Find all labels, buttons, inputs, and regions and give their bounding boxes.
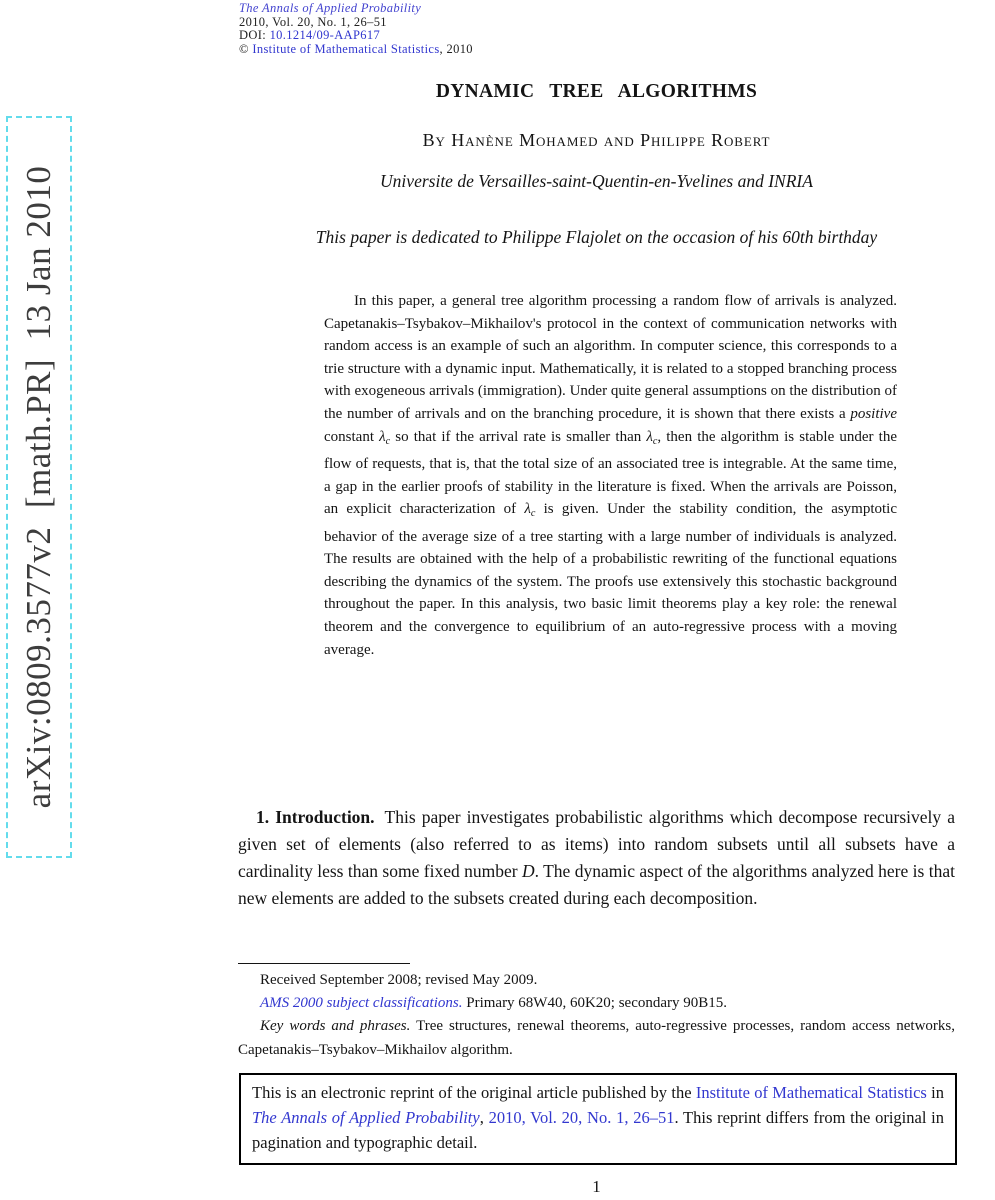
copyright-year: , 2010 — [439, 41, 473, 56]
keywords-label: Key words and phrases. — [260, 1018, 411, 1035]
ams-classifications-text: Primary 68W40, 60K20; secondary 90B15. — [462, 995, 728, 1012]
lambda-c-symbol: λ — [646, 428, 653, 445]
copyright-symbol: © — [239, 41, 253, 56]
lambda-c-symbol: λ — [524, 501, 531, 518]
abstract-text-segment: so that if the arrival rate is smaller than — [390, 428, 647, 445]
footnote-ams — [238, 992, 955, 1015]
reprint-text-segment: . This reprint differs from the original in pagination and typographic detail. — [252, 1108, 944, 1152]
doi-link[interactable]: 10.1214/09-AAP617 — [269, 28, 381, 43]
byline: By Hanène Mohamed and Philippe Robert — [422, 130, 771, 150]
abstract-text-segment: is given. Under the stability condition, the asymptotic behavior of the average size of a tree starting with a large number of individuals is analyzed. The results are obtained with the help of a probabilistic rewriting of the functional equations describing the dynamics of the system. The proofs use extensively this stochastic background throughout the paper. In this analysis, two basic limit theorems play a key role: the renewal theorem and the convergence to equilibrium of an auto-regressive process with a moving average. — [324, 501, 898, 658]
footnote-rule — [238, 963, 410, 964]
lambda-c-subscript: c — [385, 435, 391, 447]
journal-name-link[interactable]: The Annals of Applied Probability — [239, 1, 422, 15]
footnotes — [238, 969, 955, 1062]
keywords-text: Tree structures, renewal theorems, auto-regressive processes, random access networks, Capetanakis–Tsybakov–Mikhailov algorithm. — [238, 1018, 955, 1058]
reprint-notice-box — [239, 1073, 957, 1165]
abstract-text-segment: constant — [324, 428, 380, 445]
doi-line — [239, 29, 473, 43]
dedication: This paper is dedicated to Philippe Flajolet on the occasion of his 60th birthday — [315, 227, 878, 247]
volume-reprint-link[interactable]: 2010, Vol. 20, No. 1, 26–51 — [488, 1108, 675, 1127]
abstract — [324, 290, 897, 661]
journal-header — [239, 2, 473, 56]
variable-d-symbol: D — [522, 861, 535, 881]
introduction-paragraph — [238, 804, 955, 912]
section-heading: 1. Introduction. — [256, 807, 375, 827]
volume-line: 2010, Vol. 20, No. 1, 26–51 — [239, 14, 387, 29]
reprint-text-segment: This is an electronic reprint of the original article published by the — [252, 1083, 696, 1102]
footnote-keywords — [238, 1015, 955, 1061]
page-number: 1 — [592, 1177, 601, 1196]
lambda-c-symbol: λ — [379, 428, 386, 445]
abstract-text-segment: , then the algorithm is stable under the flow of requests, that is, that the total size of an associated tree is integrable. At the same time, a gap in the earlier proofs of stability in the literature is fixed. When the arrivals are Poisson, an explicit characterization of — [324, 428, 897, 518]
paper-title: DYNAMIC TREE ALGORITHMS — [435, 81, 758, 102]
affiliation: Universite de Versailles-saint-Quentin-en-Yvelines and INRIA — [380, 171, 813, 191]
introduction-text-segment: This paper investigates probabilistic algorithms which decompose recursively a given set of elements (also referred to as items) into random subsets until all subsets have a cardinality less than some fixed number — [238, 807, 955, 881]
arxiv-stamp-dashed-border — [6, 116, 72, 858]
arxiv-stamp: arXiv:0809.3577v2 [math.PR] 13 Jan 2010 — [19, 165, 58, 809]
abstract-emphasis-positive: positive — [850, 405, 897, 422]
abstract-text-segment: In this paper, a general tree algorithm processing a random flow of arrivals is analyzed. Capetanakis–Tsybakov–Mikhailov's protocol in the context of communication networks with random access is an example of such an algorithm. In computer science, this corresponds to a trie structure with a dynamic input. Mathematically, it is related to a stopped branching process with exogeneous arrivals (immigration). Under quite general assumptions on the distribution of the number of arrivals and on the branching procedure, it is shown that there exists a — [324, 293, 897, 422]
reprint-text-segment: , — [479, 1108, 489, 1127]
doi-label: DOI: — [239, 28, 270, 43]
journal-reprint-link[interactable]: The Annals of Applied Probability — [252, 1108, 480, 1127]
reprint-text-segment: in — [926, 1083, 944, 1102]
introduction-text-segment: . The dynamic aspect of the algorithms analyzed here is that new elements are added to the subsets created during each decomposition. — [238, 861, 955, 908]
ims-reprint-link[interactable]: Institute of Mathematical Statistics — [695, 1083, 927, 1102]
ams-classifications-link[interactable]: AMS 2000 subject classifications. — [260, 995, 463, 1012]
ims-header-link[interactable]: Institute of Mathematical Statistics — [252, 41, 440, 56]
lambda-c-subscript: c — [530, 508, 536, 520]
copyright-line — [239, 43, 473, 57]
lambda-c-subscript: c — [652, 435, 658, 447]
footnote-received: Received September 2008; revised May 2009. — [260, 972, 538, 988]
journal-name-line — [239, 2, 473, 16]
